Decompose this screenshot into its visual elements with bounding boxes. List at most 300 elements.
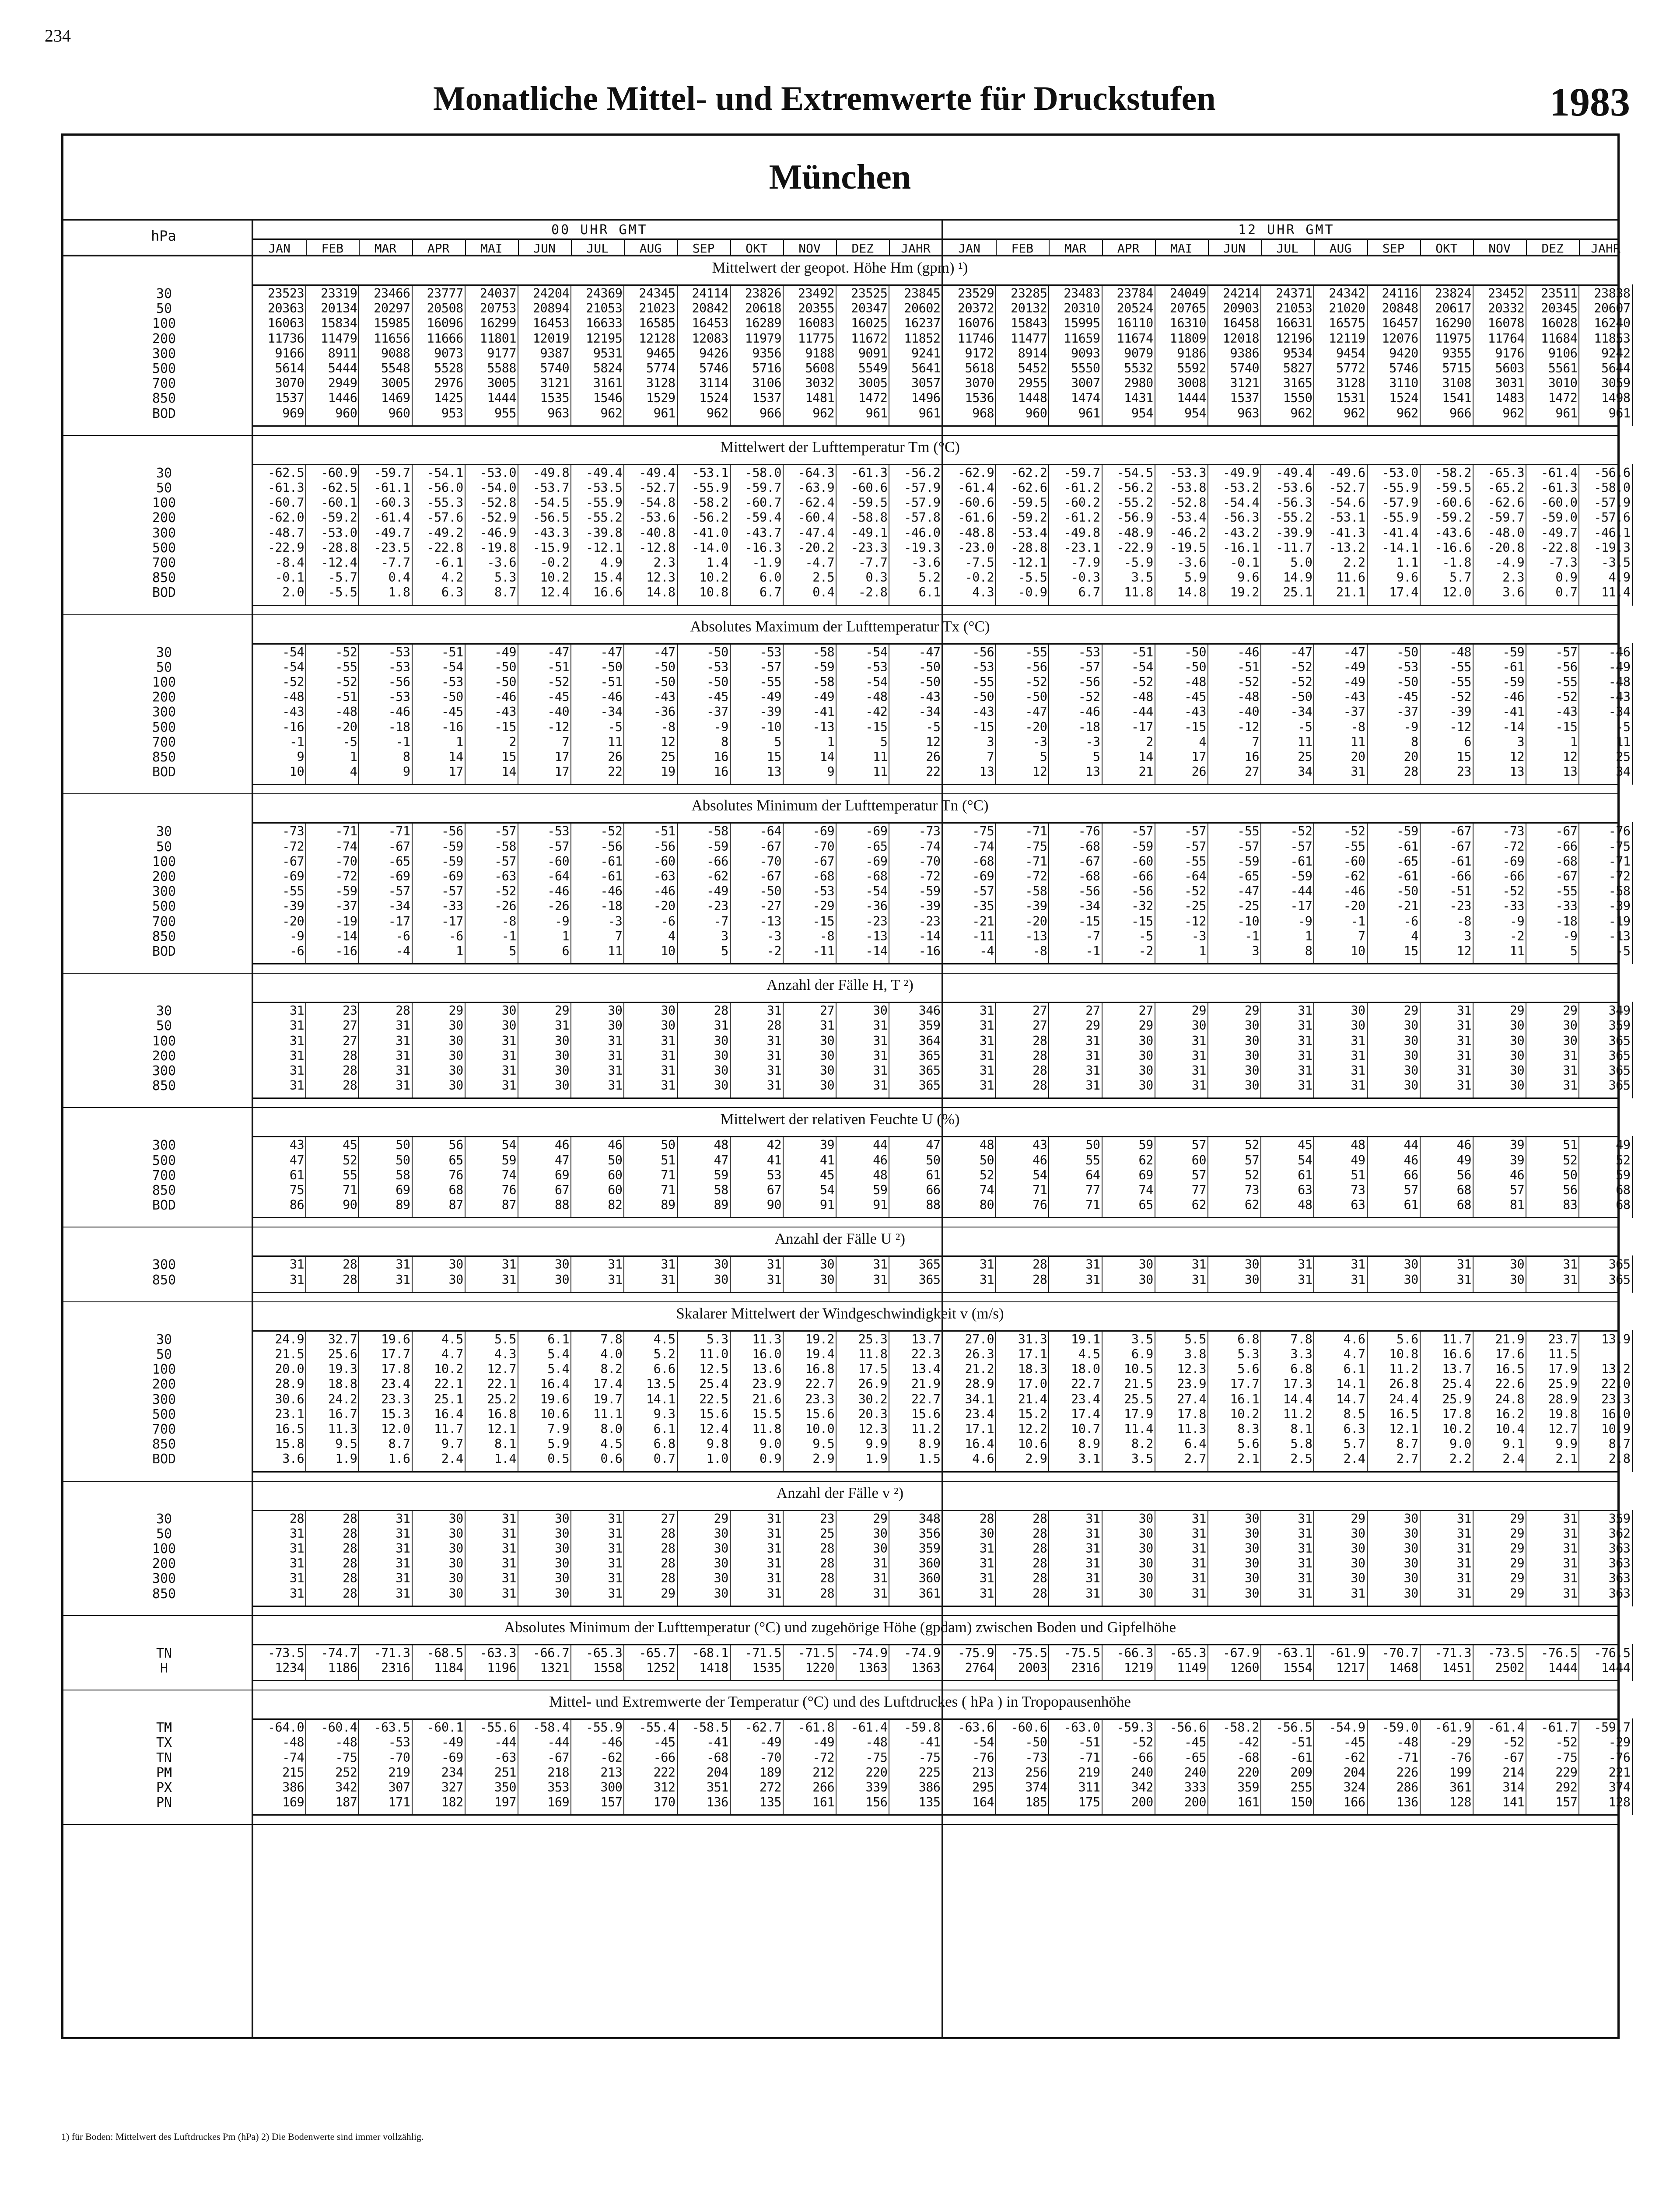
header-month-line [253, 238, 1618, 240]
month-divider-21 [1367, 238, 1368, 255]
cell-1-8-23: 3.6 [1502, 585, 1525, 600]
cell-7-1-19: 3.3 [1290, 1347, 1312, 1361]
cell-8-0-4: 31 [501, 1511, 516, 1526]
cell-4-1-17: 30 [1191, 1018, 1206, 1033]
col-rule-5-22 [1473, 1136, 1474, 1218]
cell-1-0-20: -49.6 [1329, 465, 1365, 480]
cell-0-1-12: 20602 [904, 301, 941, 316]
cell-2-4-9: -39 [760, 705, 781, 719]
cell-7-3-12: 21.9 [911, 1377, 941, 1392]
cell-4-3-23: 30 [1509, 1048, 1525, 1063]
cell-3-3-14: -72 [1025, 869, 1047, 884]
cell-8-1-17: 31 [1191, 1526, 1206, 1541]
cell-7-1-10: 19.4 [805, 1347, 835, 1361]
cell-1-8-1: -5.5 [328, 585, 357, 600]
cell-8-5-18: 30 [1244, 1586, 1260, 1601]
cell-7-5-25: 16.0 [1601, 1406, 1631, 1421]
cell-5-4-23: 81 [1509, 1198, 1525, 1213]
cell-9-0-1: -74.7 [321, 1645, 357, 1660]
cell-2-5-13: -15 [972, 719, 994, 734]
cell-7-1-13: 26.3 [965, 1347, 994, 1361]
cell-0-7-7: 1529 [646, 391, 676, 406]
cell-6-1-21: 30 [1404, 1272, 1418, 1287]
col-rule-5-24 [1578, 1136, 1579, 1218]
col-rule-1-5 [570, 464, 571, 606]
cell-0-6-7: 3128 [646, 376, 676, 391]
cell-2-0-17: -50 [1184, 645, 1206, 659]
col-rule-5-18 [1260, 1136, 1261, 1218]
cell-5-1-12: 50 [926, 1153, 941, 1168]
col-rule-0-22 [1473, 284, 1474, 426]
cell-4-2-6: 31 [608, 1033, 623, 1048]
cell-2-0-23: -59 [1502, 645, 1525, 659]
cell-0-0-20: 24342 [1329, 286, 1365, 301]
cell-10-5-19: 150 [1290, 1795, 1312, 1810]
cell-0-1-15: 20310 [1064, 301, 1100, 316]
cell-7-6-12: 11.2 [911, 1422, 941, 1436]
cell-1-7-8: 10.2 [699, 570, 728, 585]
cell-9-0-14: -75.5 [1011, 1645, 1047, 1660]
col-rule-8-9 [783, 1510, 784, 1606]
cell-3-6-23: -9 [1509, 914, 1525, 929]
row-level-10-2: TN [156, 1750, 172, 1766]
cell-8-1-4: 31 [501, 1526, 516, 1541]
cell-7-4-6: 19.7 [593, 1392, 623, 1406]
cell-2-7-23: 12 [1509, 750, 1525, 764]
cell-0-8-23: 962 [1502, 406, 1525, 421]
cell-3-3-8: -62 [706, 869, 728, 884]
cell-3-4-4: -52 [494, 884, 516, 899]
cell-9-1-12: 1363 [911, 1661, 941, 1675]
cell-3-8-4: 5 [509, 944, 516, 958]
cell-8-0-24: 31 [1563, 1511, 1578, 1526]
col-rule-5-5 [570, 1136, 571, 1218]
cell-0-8-25: 961 [1608, 406, 1631, 421]
cell-8-5-3: 30 [448, 1586, 463, 1601]
cell-8-2-3: 30 [448, 1541, 463, 1556]
cell-7-5-10: 15.6 [805, 1406, 835, 1421]
cell-6-0-13: 31 [979, 1257, 994, 1272]
col-rule-3-7 [677, 822, 678, 964]
cell-5-1-11: 46 [873, 1153, 888, 1168]
cell-2-7-21: 20 [1404, 750, 1418, 764]
col-rule-3-13 [995, 822, 996, 964]
cell-7-6-8: 12.4 [699, 1422, 728, 1436]
cell-7-7-6: 4.5 [600, 1437, 623, 1452]
col-rule-2-20 [1367, 643, 1368, 785]
cell-7-1-9: 16.0 [752, 1347, 781, 1361]
cell-10-1-21: -48 [1396, 1735, 1418, 1750]
cell-1-5-19: -11.7 [1276, 540, 1312, 555]
cell-1-3-5: -56.5 [532, 510, 570, 525]
cell-10-0-25: -59.7 [1594, 1720, 1631, 1735]
cell-0-0-2: 23466 [374, 286, 410, 301]
cell-8-1-23: 29 [1509, 1526, 1525, 1541]
cell-0-7-8: 1524 [699, 391, 728, 406]
cell-5-4-18: 62 [1244, 1198, 1260, 1213]
cell-10-2-11: -75 [865, 1750, 888, 1765]
cell-5-0-12: 47 [926, 1138, 941, 1153]
cell-1-7-0: -0.1 [275, 570, 304, 585]
cell-10-1-1: -48 [335, 1735, 357, 1750]
cell-1-4-15: -49.8 [1064, 525, 1100, 540]
cell-3-2-11: -69 [865, 854, 888, 869]
cell-1-1-25: -58.0 [1594, 480, 1631, 495]
month-divider-17 [1155, 238, 1156, 255]
cell-5-3-19: 63 [1298, 1183, 1312, 1197]
row-level-8-4: 300 [152, 1571, 176, 1587]
cell-0-2-22: 16290 [1435, 316, 1471, 331]
cell-0-6-21: 3110 [1389, 376, 1418, 391]
col-rule-0-20 [1367, 284, 1368, 426]
cell-10-0-2: -63.5 [374, 1720, 410, 1735]
cell-4-1-23: 30 [1509, 1018, 1525, 1033]
cell-3-1-23: -72 [1502, 839, 1525, 854]
cell-3-2-14: -71 [1025, 854, 1047, 869]
cell-2-4-3: -45 [441, 705, 463, 719]
cell-5-1-24: 52 [1563, 1153, 1578, 1168]
row-level-10-4: PX [156, 1780, 172, 1795]
col-rule-10-6 [623, 1718, 624, 1815]
cell-2-3-19: -50 [1290, 690, 1312, 705]
cell-1-6-3: -6.1 [434, 555, 463, 570]
cell-0-7-19: 1550 [1283, 391, 1312, 406]
cell-2-4-18: -40 [1237, 705, 1260, 719]
header-top-line [62, 219, 1618, 221]
row-level-2-1: 50 [156, 659, 172, 675]
month-header-12: JAHR [901, 241, 931, 256]
cell-0-8-24: 961 [1555, 406, 1578, 421]
cell-7-3-22: 25.4 [1442, 1377, 1471, 1392]
cell-8-5-8: 30 [714, 1586, 728, 1601]
row-level-8-1: 50 [156, 1526, 172, 1542]
cell-0-8-1: 960 [335, 406, 357, 421]
cell-3-8-14: -8 [1032, 944, 1047, 958]
cell-2-4-2: -46 [388, 705, 410, 719]
cell-0-4-16: 9079 [1124, 346, 1153, 361]
col-rule-5-3 [465, 1136, 466, 1218]
col-rule-6-7 [677, 1255, 678, 1292]
cell-10-1-23: -52 [1502, 1735, 1525, 1750]
row-level-10-3: PM [156, 1765, 172, 1781]
cell-3-4-19: -44 [1290, 884, 1312, 899]
cell-9-0-23: -73.5 [1488, 1645, 1525, 1660]
cell-0-1-23: 20332 [1488, 301, 1525, 316]
cell-2-1-21: -53 [1396, 659, 1418, 674]
cell-8-2-23: 29 [1509, 1541, 1525, 1556]
cell-7-2-20: 6.1 [1343, 1362, 1365, 1377]
col-rule-0-13 [995, 284, 996, 426]
cell-10-3-12: 225 [918, 1765, 941, 1780]
col-rule-10-21 [1420, 1718, 1421, 1815]
block2-header: 12 UHR GMT [1238, 222, 1335, 238]
cell-7-4-17: 27.4 [1177, 1392, 1206, 1406]
cell-1-2-2: -60.3 [374, 495, 410, 510]
month-header-21: SEP [1382, 241, 1405, 256]
cell-8-2-10: 28 [819, 1541, 835, 1556]
cell-2-0-0: -54 [282, 645, 304, 659]
cell-1-6-2: -7.7 [381, 555, 410, 570]
cell-7-2-5: 5.4 [547, 1362, 570, 1377]
cell-0-0-0: 23523 [267, 286, 304, 301]
month-divider-1 [306, 238, 307, 255]
cell-0-5-5: 5740 [540, 361, 570, 375]
cell-2-5-2: -18 [388, 719, 410, 734]
section-separator-6 [62, 1301, 1618, 1302]
cell-9-1-6: 1558 [593, 1661, 623, 1675]
col-rule-7-0 [305, 1330, 306, 1472]
cell-7-7-18: 5.6 [1237, 1437, 1260, 1452]
cell-10-4-21: 286 [1396, 1780, 1418, 1795]
cell-4-0-8: 28 [714, 1003, 728, 1018]
col-rule-9-25 [1632, 1644, 1633, 1681]
section-separator-3 [62, 973, 1618, 974]
row-level-7-2: 100 [152, 1362, 176, 1378]
cell-7-2-9: 13.6 [752, 1362, 781, 1377]
cell-6-0-14: 28 [1032, 1257, 1047, 1272]
col-rule-0-21 [1420, 284, 1421, 426]
cell-0-0-12: 23845 [904, 286, 941, 301]
cell-9-0-25: -76.5 [1594, 1645, 1631, 1660]
cell-4-5-20: 31 [1351, 1078, 1365, 1093]
cell-10-4-7: 312 [653, 1780, 676, 1795]
cell-1-0-1: -60.9 [321, 465, 357, 480]
cell-10-2-17: -65 [1184, 1750, 1206, 1765]
cell-7-3-13: 28.9 [965, 1377, 994, 1392]
cell-1-7-7: 12.3 [646, 570, 676, 585]
cell-7-0-17: 5.5 [1184, 1332, 1206, 1346]
cell-8-4-14: 28 [1032, 1571, 1047, 1586]
cell-1-4-4: -46.9 [480, 525, 516, 540]
cell-0-4-11: 9091 [858, 346, 888, 361]
cell-7-4-22: 25.9 [1442, 1392, 1471, 1406]
col-rule-4-13 [995, 1002, 996, 1098]
cell-8-2-6: 31 [608, 1541, 623, 1556]
cell-5-3-3: 68 [448, 1183, 463, 1197]
cell-10-0-15: -63.0 [1064, 1720, 1100, 1735]
cell-0-8-7: 961 [653, 406, 676, 421]
col-rule-6-25 [1632, 1255, 1633, 1292]
cell-10-2-22: -76 [1449, 1750, 1471, 1765]
cell-3-5-15: -34 [1078, 899, 1100, 914]
cell-0-7-11: 1472 [858, 391, 888, 406]
cell-10-1-4: -44 [494, 1735, 516, 1750]
cell-10-4-18: 359 [1237, 1780, 1260, 1795]
cell-5-1-21: 46 [1404, 1153, 1418, 1168]
col-rule-3-9 [783, 822, 784, 964]
cell-1-2-6: -55.9 [586, 495, 623, 510]
cell-7-1-22: 16.6 [1442, 1347, 1471, 1361]
cell-2-0-5: -47 [547, 645, 570, 659]
cell-0-1-10: 20355 [798, 301, 835, 316]
cell-8-5-22: 31 [1456, 1586, 1471, 1601]
cell-10-4-19: 255 [1290, 1780, 1312, 1795]
cell-10-0-1: -60.4 [321, 1720, 357, 1735]
cell-8-1-19: 31 [1298, 1526, 1312, 1541]
cell-0-3-16: 11674 [1116, 331, 1153, 346]
cell-9-0-21: -70.7 [1382, 1645, 1418, 1660]
cell-3-7-6: 7 [615, 929, 623, 943]
cell-1-2-4: -52.8 [480, 495, 516, 510]
col-rule-0-2 [412, 284, 413, 426]
cell-0-4-5: 9387 [540, 346, 570, 361]
cell-2-7-1: 1 [350, 750, 357, 764]
cell-3-6-3: -17 [441, 914, 463, 929]
cell-1-0-13: -62.9 [957, 465, 994, 480]
cell-3-1-12: -74 [918, 839, 941, 854]
cell-3-1-2: -67 [388, 839, 410, 854]
cell-8-0-22: 31 [1456, 1511, 1471, 1526]
month-header-13: JAN [958, 241, 980, 256]
cell-1-6-21: 1.1 [1396, 555, 1418, 570]
row-level-0-6: 700 [152, 376, 176, 392]
cell-3-5-2: -34 [388, 899, 410, 914]
cell-10-0-14: -60.6 [1011, 1720, 1047, 1735]
col-rule-7-19 [1313, 1330, 1314, 1472]
cell-4-4-15: 31 [1085, 1063, 1100, 1078]
cell-2-1-24: -56 [1555, 659, 1578, 674]
cell-7-2-22: 13.7 [1442, 1362, 1471, 1377]
col-rule-7-6 [623, 1330, 624, 1472]
cell-10-2-4: -63 [494, 1750, 516, 1765]
cell-4-4-11: 31 [873, 1063, 888, 1078]
cell-2-8-3: 17 [448, 764, 463, 779]
section-top-rule-0 [253, 284, 1618, 286]
cell-3-8-15: -1 [1085, 944, 1100, 958]
cell-1-4-21: -41.4 [1382, 525, 1418, 540]
cell-7-7-17: 6.4 [1184, 1437, 1206, 1452]
cell-8-5-12: 361 [918, 1586, 941, 1601]
cell-7-1-21: 10.8 [1389, 1347, 1418, 1361]
cell-1-8-17: 14.8 [1177, 585, 1206, 600]
row-level-1-2: 100 [152, 495, 176, 511]
cell-5-0-22: 46 [1456, 1138, 1471, 1153]
col-rule-0-3 [465, 284, 466, 426]
cell-5-4-9: 90 [766, 1198, 781, 1213]
cell-3-6-2: -17 [388, 914, 410, 929]
cell-4-5-16: 30 [1138, 1078, 1153, 1093]
cell-7-6-5: 7.9 [547, 1422, 570, 1436]
cell-2-0-20: -47 [1343, 645, 1365, 659]
cell-0-8-17: 954 [1184, 406, 1206, 421]
cell-4-3-20: 31 [1351, 1048, 1365, 1063]
col-rule-1-14 [1048, 464, 1049, 606]
row-level-1-5: 500 [152, 540, 176, 556]
cell-0-5-15: 5550 [1071, 361, 1100, 375]
cell-1-1-12: -57.9 [904, 480, 941, 495]
cell-4-4-9: 31 [766, 1063, 781, 1078]
cell-8-0-5: 30 [554, 1511, 570, 1526]
cell-8-0-1: 28 [343, 1511, 357, 1526]
col-rule-5-2 [412, 1136, 413, 1218]
cell-1-2-14: -59.5 [1011, 495, 1047, 510]
cell-5-4-14: 76 [1032, 1198, 1047, 1213]
cell-6-1-2: 31 [396, 1272, 410, 1287]
cell-4-1-19: 31 [1298, 1018, 1312, 1033]
cell-1-6-20: 2.2 [1343, 555, 1365, 570]
cell-6-1-9: 31 [766, 1272, 781, 1287]
cell-2-5-17: -15 [1184, 719, 1206, 734]
cell-6-0-7: 31 [661, 1257, 676, 1272]
cell-2-0-11: -54 [865, 645, 888, 659]
cell-2-0-10: -58 [812, 645, 835, 659]
cell-3-1-22: -67 [1449, 839, 1471, 854]
cell-5-2-12: 61 [926, 1168, 941, 1182]
row-level-10-0: TM [156, 1720, 172, 1736]
cell-3-3-7: -63 [653, 869, 676, 884]
cell-3-4-6: -46 [600, 884, 623, 899]
cell-3-3-2: -69 [388, 869, 410, 884]
cell-1-6-10: -4.7 [805, 555, 835, 570]
year-label: 1983 [1550, 80, 1630, 124]
row-level-1-7: 850 [152, 570, 176, 586]
col-rule-7-20 [1367, 1330, 1368, 1472]
row-level-3-0: 30 [156, 824, 172, 840]
cell-10-3-14: 256 [1025, 1765, 1047, 1780]
cell-5-4-19: 48 [1298, 1198, 1312, 1213]
cell-6-0-18: 30 [1244, 1257, 1260, 1272]
cell-7-7-7: 6.8 [653, 1437, 676, 1452]
cell-7-2-7: 6.6 [653, 1362, 676, 1377]
cell-3-7-9: -3 [766, 929, 781, 943]
cell-7-6-7: 6.1 [653, 1422, 676, 1436]
cell-6-1-14: 28 [1032, 1272, 1047, 1287]
cell-0-5-2: 5548 [381, 361, 410, 375]
cell-3-7-13: -11 [972, 929, 994, 943]
cell-2-6-17: 4 [1199, 734, 1206, 749]
cell-5-2-14: 54 [1032, 1168, 1047, 1182]
cell-0-0-11: 23525 [851, 286, 888, 301]
cell-2-4-20: -37 [1343, 705, 1365, 719]
cell-7-0-15: 19.1 [1071, 1332, 1100, 1346]
cell-4-3-25: 365 [1608, 1048, 1631, 1063]
col-rule-9-6 [623, 1644, 624, 1681]
col-rule-1-8 [730, 464, 731, 606]
cell-0-1-11: 20347 [851, 301, 888, 316]
cell-7-5-7: 9.3 [653, 1406, 676, 1421]
cell-9-1-5: 1321 [540, 1661, 570, 1675]
col-rule-3-5 [570, 822, 571, 964]
cell-8-2-18: 30 [1244, 1541, 1260, 1556]
cell-0-3-20: 12119 [1329, 331, 1365, 346]
cell-3-6-9: -13 [760, 914, 781, 929]
section-title-8: Anzahl der Fälle v ²) [776, 1484, 904, 1501]
cell-2-7-18: 16 [1244, 750, 1260, 764]
cell-2-0-1: -52 [335, 645, 357, 659]
cell-0-5-16: 5532 [1124, 361, 1153, 375]
cell-8-1-0: 31 [289, 1526, 304, 1541]
cell-6-0-6: 31 [608, 1257, 623, 1272]
cell-1-5-20: -13.2 [1329, 540, 1365, 555]
cell-0-7-2: 1469 [381, 391, 410, 406]
cell-4-2-0: 31 [289, 1033, 304, 1048]
cell-3-6-15: -15 [1078, 914, 1100, 929]
cell-7-3-0: 28.9 [275, 1377, 304, 1392]
cell-8-2-12: 359 [918, 1541, 941, 1556]
cell-10-5-25: 128 [1608, 1795, 1631, 1810]
cell-5-0-25: 49 [1616, 1138, 1631, 1153]
cell-4-3-4: 31 [501, 1048, 516, 1063]
cell-5-4-0: 86 [289, 1198, 304, 1213]
cell-3-3-19: -59 [1290, 869, 1312, 884]
cell-0-7-5: 1535 [540, 391, 570, 406]
cell-3-3-12: -72 [918, 869, 941, 884]
cell-6-0-1: 28 [343, 1257, 357, 1272]
cell-10-4-0: 386 [282, 1780, 304, 1795]
cell-5-2-4: 74 [501, 1168, 516, 1182]
cell-2-8-15: 13 [1085, 764, 1100, 779]
cell-0-7-1: 1446 [328, 391, 357, 406]
